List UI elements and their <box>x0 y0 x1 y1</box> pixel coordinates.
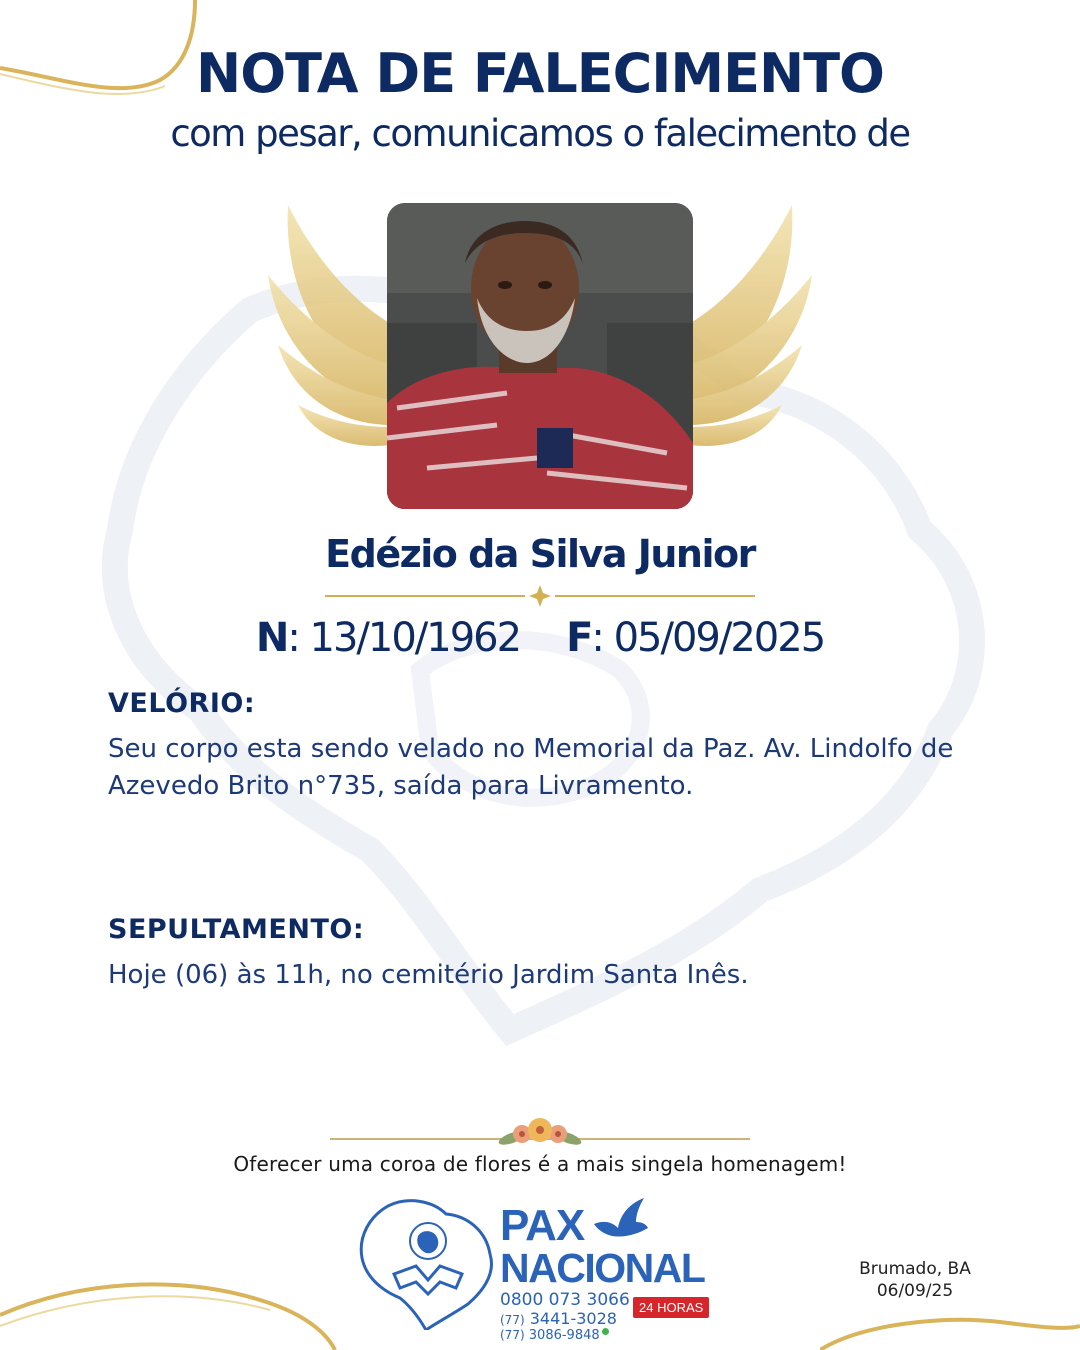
gold-swoosh-bottom-right <box>820 1300 1080 1350</box>
brand-name-line1: PAX <box>500 1201 585 1250</box>
pax-nacional-logo-icon <box>358 1196 498 1330</box>
location-date <box>830 1258 1000 1302</box>
flower-divider-icon <box>330 1108 750 1158</box>
death-label: F <box>566 615 592 661</box>
24h-badge: 24 HORAS <box>633 1297 709 1318</box>
phone-whatsapp-area: (77) <box>500 1328 525 1342</box>
brand-name-line2: NACIONAL <box>500 1245 705 1291</box>
gold-swoosh-bottom-left <box>0 1270 340 1350</box>
phone-tollfree: 0800 073 3066 <box>500 1290 630 1310</box>
phone-landline-area: (77) <box>500 1313 525 1327</box>
birth-date: : 13/10/1962 <box>287 615 521 661</box>
phone-landline <box>500 1309 617 1328</box>
whatsapp-icon <box>602 1328 609 1335</box>
wake-text: Seu corpo esta sendo velado no Memorial da Paz. Av. Lindolfo de Azevedo Brito n°735, saída para Livramento. <box>108 734 954 801</box>
gold-divider-sparkle <box>325 585 755 607</box>
wake-title: VELÓRIO: <box>108 688 256 719</box>
deceased-name: Edézio da Silva Junior <box>325 532 755 576</box>
city-label: Brumado, BA <box>859 1259 971 1279</box>
phone-whatsapp <box>500 1328 609 1343</box>
deceased-photo <box>387 203 693 509</box>
phone-whatsapp-number: 3086-9848 <box>528 1328 600 1343</box>
dove-icon <box>590 1194 650 1242</box>
publish-date: 06/09/25 <box>876 1281 954 1301</box>
birth-label: N <box>255 615 288 661</box>
burial-title: SEPULTAMENTO: <box>108 914 365 945</box>
death-date: : 05/09/2025 <box>591 615 825 661</box>
page-title: NOTA DE FALECIMENTO <box>196 42 884 105</box>
tribute-text: Oferecer uma coroa de flores é a mais singela homenagem! <box>233 1152 847 1176</box>
page-subtitle: com pesar, comunicamos o falecimento de <box>170 112 910 155</box>
phone-landline-number: 3441-3028 <box>529 1309 617 1328</box>
life-dates <box>0 615 1080 661</box>
burial-text: Hoje (06) às 11h, no cemitério Jardim Santa Inês. <box>108 960 749 990</box>
